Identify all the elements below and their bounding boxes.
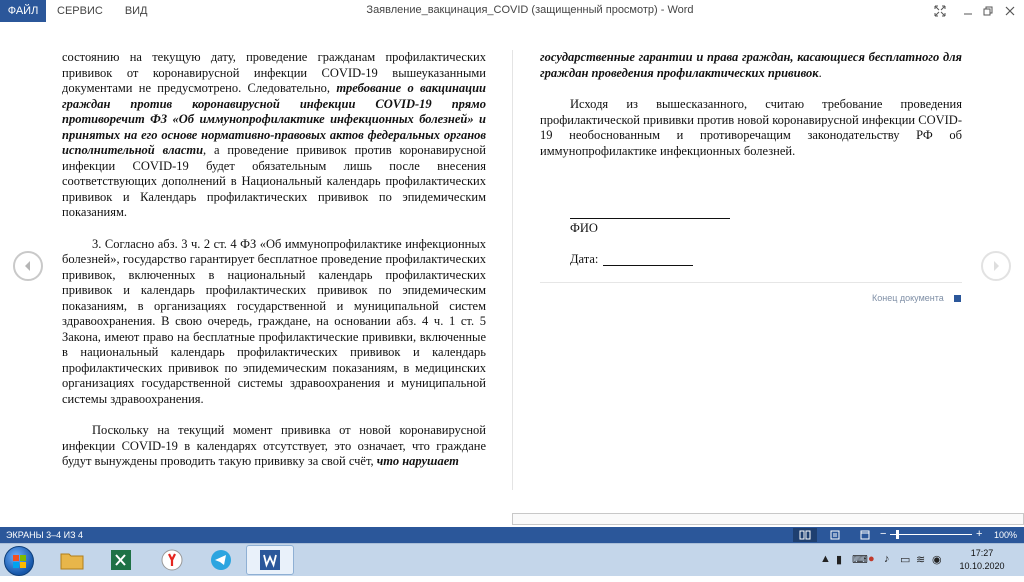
next-screen-button[interactable] [981,251,1011,281]
taskbar [0,543,1024,576]
screen-counter: ЭКРАНЫ 3–4 ИЗ 4 [6,530,84,540]
text-run: состоянию на текущую дату, проведение гражданам профилактических прививок от коронавирусной инфекции COVID-19 вышеуказанными документами не предусмотрено. Следовательно, [62,50,486,95]
title-bar [0,0,1024,22]
emphasis-text: что нарушает [376,454,459,468]
chevron-left-icon [22,260,34,272]
taskbar-word[interactable] [246,545,294,575]
wifi-icon[interactable]: ≋ [916,554,926,566]
telegram-icon [210,549,232,571]
show-hidden-icons-icon[interactable]: ▲ [820,553,831,565]
end-of-document-label: Конец документа [872,293,944,303]
menu-file[interactable]: ФАЙЛ [0,0,46,22]
keyboard-icon[interactable]: ⌨ [852,554,868,566]
emphasis-text: требование о вакцинации граждан против коронавирусной инфекции COVID-19 прямо противоречит ФЗ «Об иммунопрофилактике инфекционных болезней» и принятых на его основе нормативно-правовых актов федеральных органов исполнительной власти [62,81,486,157]
system-clock[interactable] [950,547,1014,573]
horizontal-scrollbar[interactable] [512,513,1024,525]
paragraph [62,50,486,221]
antivirus-icon[interactable]: ● [868,553,875,565]
status-bar [0,527,1024,543]
zoom-slider-thumb[interactable] [896,530,899,539]
date-label: Дата: [570,252,599,266]
zoom-out-button[interactable]: − [880,528,887,540]
taskbar-yandex-browser[interactable] [148,545,196,575]
page-divider [512,50,513,490]
text-run: Поскольку на текущий момент прививка от новой коронавирусной инфекции COVID-19 в календарях отсутствует, это означает, что граждане будут вынуждены проводить такую прививку за свой счёт, [62,423,486,468]
zoom-slider[interactable] [890,534,972,535]
web-layout-button[interactable] [853,528,877,542]
close-icon[interactable] [996,0,1024,22]
fullscreen-icon[interactable] [926,0,954,22]
paragraph: 3. Согласно абз. 3 ч. 2 ст. 4 ФЗ «Об иммунопрофилактике инфекционных болезней», государство гарантирует бесплатное проведение профилактических прививок, включенных в национальный календарь профилактических прививок и календарь профилактических прививок по эпидемическим показаниям, в организациях государственной и муниципальной систем здравоохранения. В свою очередь, граждане, на основании абз. 4 ч. 1 ст. 5 Закона, имеют право на бесплатные профилактические прививки, включенные в национальный календарь профилактических прививок и календарь профилактических прививок по эпидемическим показаниям, в медицинских организациях государственной системы здравоохранения и муниципальной системы здравоохранения. [62,236,486,406]
read-mode-button[interactable] [793,528,817,542]
paragraph [540,50,962,81]
page-icon [830,530,840,540]
signature-line [570,218,730,219]
taskbar-excel[interactable] [97,545,145,575]
previous-screen-button[interactable] [13,251,43,281]
paragraph [62,423,486,470]
date-line [603,265,693,266]
end-square-icon [954,295,961,302]
zoom-in-button[interactable]: + [976,528,983,540]
volume-icon[interactable]: ♪ [884,553,890,565]
excel-icon [110,549,132,571]
taskbar-telegram[interactable] [197,545,245,575]
left-page [62,50,486,486]
right-page [540,50,962,175]
word-icon [259,549,281,571]
menu-view[interactable]: ВИД [124,5,148,17]
emphasis-text: государственные гарантии и права граждан, касающиеся бесплатного для граждан проведения профилактических прививок [540,50,962,80]
window-title: Заявление_вакцинация_COVID (защищенный просмотр) - Word [366,4,694,16]
windows-logo-icon [5,547,35,577]
start-button[interactable] [4,546,34,576]
language-icon[interactable]: ◉ [932,554,942,566]
print-layout-button[interactable] [823,528,847,542]
book-icon [799,530,811,540]
end-rule [540,282,962,283]
fio-label: ФИО [570,221,598,235]
clock-date: 10.10.2020 [959,561,1005,571]
explorer-icon [60,550,84,570]
paragraph: Исходя из вышесказанного, считаю требование проведения профилактической прививки против новой коронавирусной инфекции COVID-19 необоснованным и противоречащим законодательству РФ об иммунопрофилактике инфекционных болезней. [540,97,962,158]
taskbar-explorer[interactable] [48,545,96,575]
text-run: , а проведение прививок против коронавирусной инфекции COVID-19 будет обязательным лишь после внесения соответствующих дополнений в Национальный календарь профилактических прививок и Календарь профилактических прививок по эпидемическим показаниям. [62,143,486,219]
web-page-icon [860,530,870,540]
network-icon[interactable]: ▮ [836,554,843,566]
battery-icon[interactable]: ▭ [900,554,911,566]
menu-service[interactable]: СЕРВИС [57,5,103,17]
end-of-document-marker [872,293,961,303]
chevron-right-icon [990,260,1002,272]
clock-time: 17:27 [970,548,994,558]
zoom-level[interactable]: 100% [994,530,1018,540]
yandex-browser-icon [161,549,183,571]
text-run: . [818,65,822,80]
